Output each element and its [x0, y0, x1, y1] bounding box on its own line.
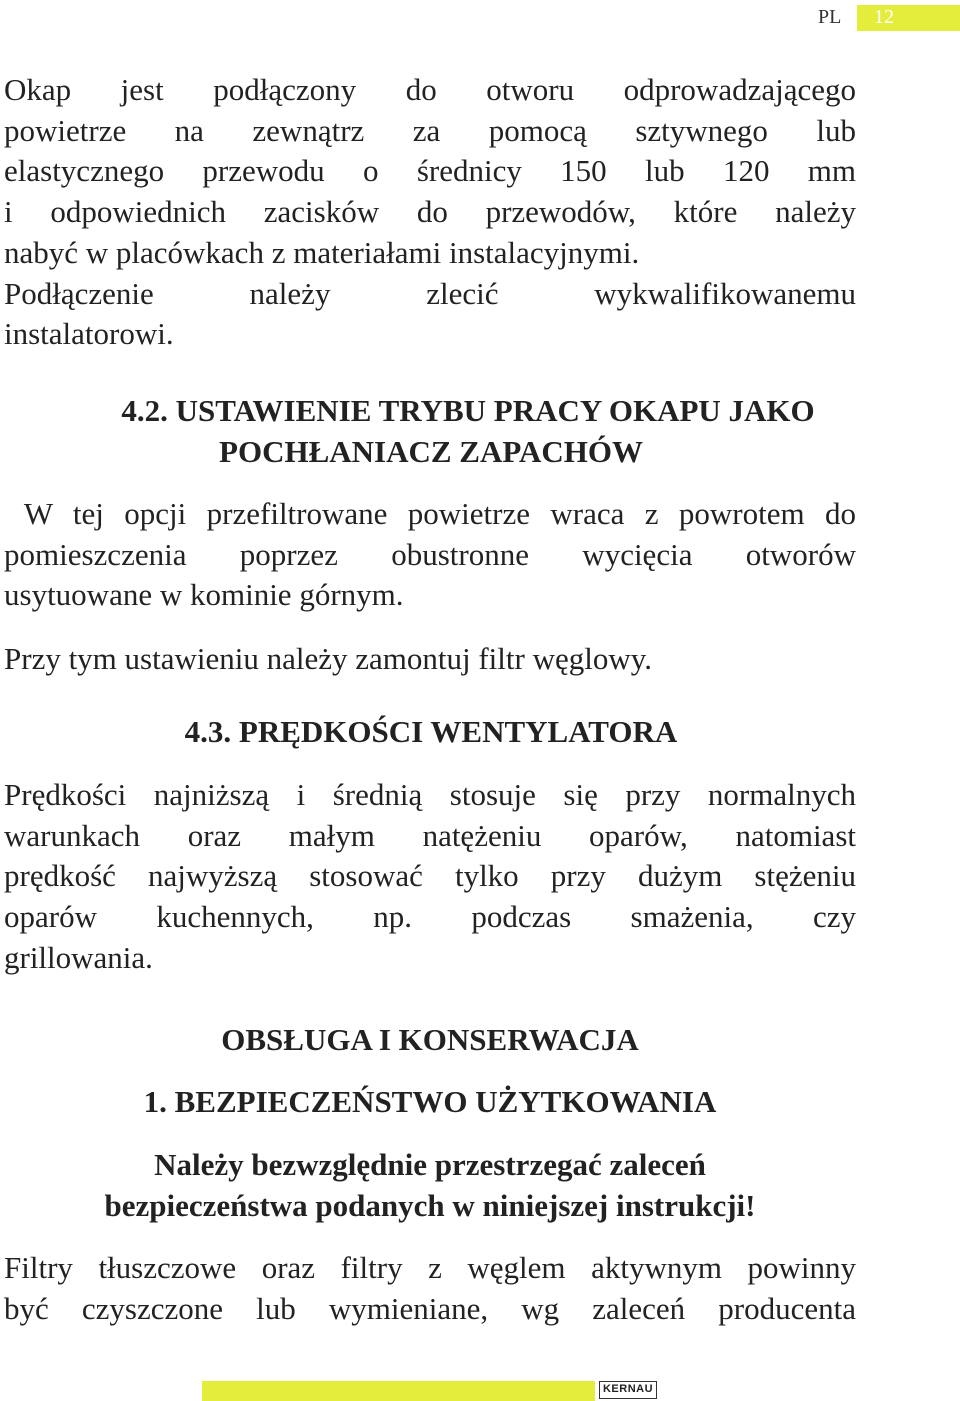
heading-line: 4.3. PRĘDKOŚCI WENTYLATORA [184, 714, 678, 749]
text-line: być czyszczone lub wymieniane, wg zaleceń producenta [4, 1290, 856, 1326]
text-line: Okap jest podłączony do otworu odprowadzającego [4, 72, 856, 107]
heading-line: 4.2. USTAWIENIE TRYBU PRACY OKAPU JAKO [121, 393, 815, 428]
language-label: PL [818, 6, 842, 28]
heading-line: OBSŁUGA I KONSERWACJA [221, 1022, 639, 1057]
text-line: Prędkości najniższą i średnią stosuje się przy normalnych [4, 777, 856, 812]
page-number: 12 [874, 6, 894, 28]
text-line: Podłączenie należy zlecić wykwalifikowanemu [4, 275, 856, 311]
text-line: prędkość najwyższą stosować tylko przy dużym stężeniu [4, 858, 856, 894]
safety-subheading [0, 1082, 860, 1123]
section-4-2-paragraph [4, 494, 856, 616]
warning-line: Należy bezwzględnie przestrzegać zaleceń [154, 1147, 706, 1182]
text-line: oparów kuchennych, np. podczas smażenia, czy [4, 899, 856, 935]
text-line: Przy tym ustawieniu należy zamontuj filtr węglowy. [4, 641, 652, 676]
heading-line: 1. BEZPIECZEŃSTWO UŻYTKOWANIA [143, 1084, 717, 1119]
section-heading-4-3 [0, 712, 862, 753]
section-4-2-note [4, 639, 856, 680]
warning-line: bezpieczeństwa podanych w niniejszej instrukcji! [104, 1187, 756, 1223]
text-line: Filtry tłuszczowe oraz filtry z węglem aktywnym powinny [4, 1250, 856, 1285]
text-line: elastycznego przewodu o średnicy 150 lub 120 mm [4, 153, 856, 189]
heading-line: POCHŁANIACZ ZAPACHÓW [219, 434, 643, 469]
section-heading-4-2 [0, 391, 936, 432]
maintenance-heading [0, 1020, 860, 1061]
filters-paragraph [4, 1248, 856, 1329]
section-heading-4-2-cont [0, 432, 862, 473]
page-number-bar [857, 5, 960, 31]
text-line: powietrze na zewnątrz za pomocą sztywnego lub [4, 112, 856, 148]
footer-accent-bar [202, 1381, 595, 1401]
brand-logo: KERNAU [599, 1381, 657, 1399]
text-line: pomieszczenia poprzez obustronne wycięcia otworów [4, 536, 856, 572]
intro-paragraph [4, 70, 856, 355]
text-line: instalatorowi. [4, 316, 174, 352]
text-line: nabyć w placówkach z materiałami instalacyjnymi. [4, 234, 640, 270]
text-line: warunkach oraz małym natężeniu oparów, natomiast [4, 817, 856, 853]
section-4-3-paragraph [4, 775, 856, 979]
text-line: usytuowane w kominie górnym. [4, 577, 404, 613]
text-line: grillowania. [4, 939, 153, 975]
text-line: i odpowiednich zacisków do przewodów, które należy [4, 194, 856, 230]
safety-warning [0, 1145, 860, 1226]
text-line: W tej opcji przefiltrowane powietrze wraca z powrotem do [4, 496, 856, 531]
